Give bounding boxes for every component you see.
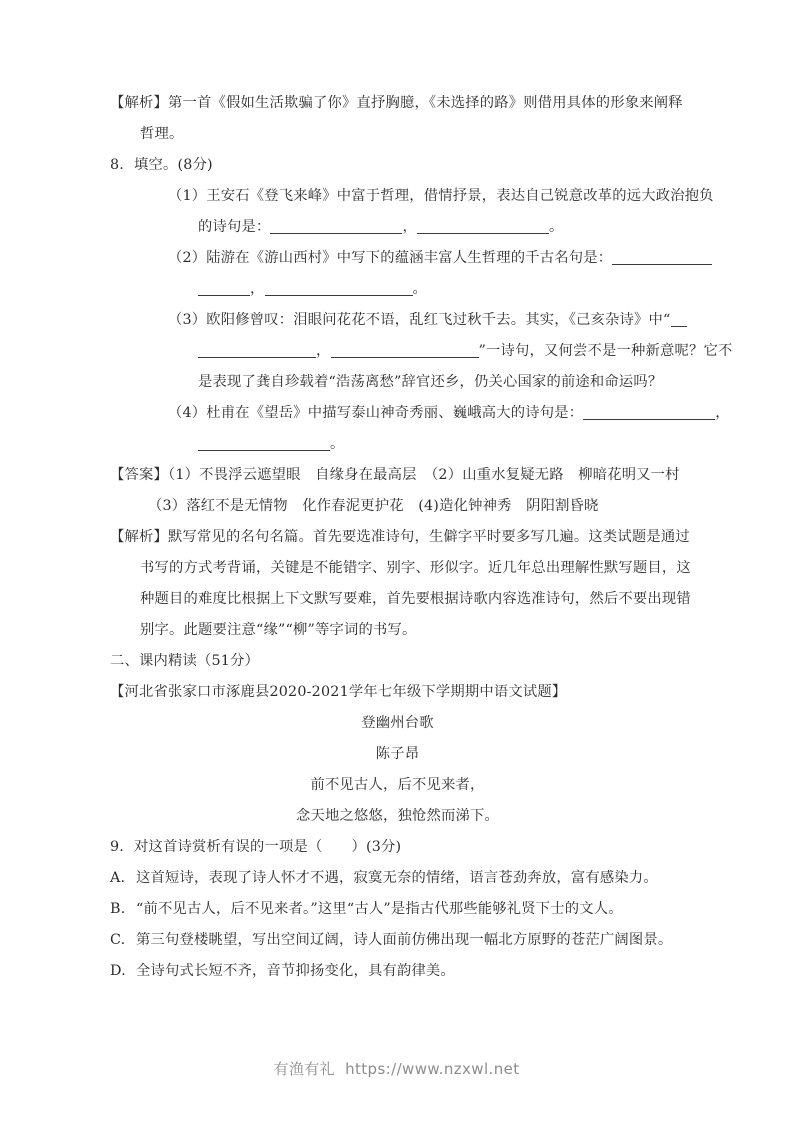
- answer-line-1: [110, 460, 685, 491]
- question-8-number: 8.: [110, 157, 125, 173]
- option-c-text: 第三句登楼眺望，写出空间辽阔，诗人面前仿佛出现一幅北方原野的苍茫广阔图景。: [136, 932, 673, 948]
- item-1-text: 王安石《登飞来峰》中富于哲理，借情抒景，表达自己锐意改革的远大政治抱负: [206, 188, 714, 204]
- answer-blank-2a-cont[interactable]: [198, 280, 250, 296]
- item-2-text: 陆游在《游山西村》中写下的蕴涵丰富人生哲理的千古名句是：: [206, 250, 613, 266]
- question-8-item-2-line-2: [110, 274, 685, 305]
- question-8-item-3-line-3: 是表现了龚自珍载着“浩荡离愁”辞官还乡，仍关心国家的前途和命运吗？: [198, 374, 663, 390]
- question-8-item-4-line-1: [110, 398, 730, 429]
- item-3-marker: （3）: [168, 312, 207, 328]
- item-2-end: 。: [412, 281, 427, 297]
- answer-blank-2b[interactable]: [265, 280, 413, 296]
- analysis-paragraph-2: [110, 522, 691, 646]
- question-9-stem-text: 对这首诗赏析有误的一项是（ ）(3分): [134, 839, 402, 855]
- answer-blank-3b[interactable]: [331, 342, 479, 358]
- answer-label: 【答案】: [110, 467, 168, 483]
- question-9-number: 9.: [110, 839, 125, 855]
- analysis-1-text-1: 第一首《假如生活欺骗了你》直抒胸臆，《未选择的路》则借用具体的形象来阐释: [168, 95, 683, 111]
- answer-paragraph: [110, 460, 685, 522]
- answer-line-2: （3）落红不是无情物 化作春泥更护花 (4)造化钟神秀 阴阳割昏晓: [148, 498, 599, 514]
- item-1-separator: ，: [402, 219, 417, 235]
- item-4-text: 杜甫在《望岳》中描写泰山神奇秀丽、巍峨高大的诗句是：: [206, 405, 584, 421]
- item-4-tail: ，: [715, 405, 730, 421]
- answer-blank-3a-start[interactable]: [671, 311, 687, 327]
- answer-blank-4a[interactable]: [583, 404, 715, 420]
- section-2-source: 【河北省张家口市涿鹿县2020-2021学年七年级下学期期中语文试题】: [110, 684, 567, 700]
- watermark-brand: 有渔有礼: [273, 1060, 336, 1078]
- poem-line-2: 念天地之悠悠，独怆然而涕下。: [296, 808, 499, 824]
- option-b-text: “前不见古人，后不见来者。”这里“古人”是指古代那些能够礼贤下士的文人。: [136, 901, 623, 917]
- item-4-end: 。: [330, 436, 345, 452]
- question-9-option-d[interactable]: [110, 956, 685, 987]
- option-d-letter: D.: [110, 963, 126, 979]
- item-1-end: 。: [548, 219, 564, 235]
- question-8-item-3-line-2: [110, 336, 733, 367]
- option-d-text: 全诗句式长短不齐，音节抑扬变化，具有韵律美。: [136, 963, 455, 979]
- question-8-item-4-line-2: [110, 429, 685, 460]
- poem-block: [110, 708, 685, 832]
- question-8-item-1-line-2: [110, 212, 685, 243]
- question-9-stem: [110, 832, 685, 863]
- answer-blank-2a-start[interactable]: [612, 249, 712, 265]
- section-2-heading: 二、课内精读（51分）: [110, 653, 260, 669]
- analysis-1-line-1: [110, 88, 685, 119]
- poem-line-1: 前不见古人，后不见来者，: [310, 777, 485, 793]
- analysis-paragraph-1: [110, 88, 685, 150]
- answer-blank-1b[interactable]: [417, 218, 549, 234]
- option-a-letter: A.: [110, 870, 126, 886]
- question-9-option-b[interactable]: [110, 894, 685, 925]
- poem-title: 登幽州台歌: [361, 715, 434, 731]
- answer-blank-4b[interactable]: [198, 435, 330, 451]
- item-2-separator: ，: [250, 281, 265, 297]
- option-c-letter: C.: [110, 932, 126, 948]
- item-2-marker: （2）: [168, 250, 207, 266]
- answer-blank-3a-cont[interactable]: [198, 342, 316, 358]
- question-8-title: 填空。(8分): [134, 157, 213, 173]
- analysis-2-text-1: 默写常见的名句名篇。首先要选准诗句，生僻字平时要多写几遍。这类试题是通过: [168, 529, 690, 545]
- item-3-text: 欧阳修曾叹：泪眼问花花不语，乱红飞过秋千去。其实，《己亥杂诗》中“: [206, 312, 671, 328]
- analysis-2-line-4: 别字。此题要注意“缘”“柳”等字词的书写。: [140, 622, 417, 638]
- question-8-heading: [110, 150, 685, 181]
- question-9-option-c[interactable]: [110, 925, 685, 956]
- question-8: [110, 150, 733, 460]
- answer-text-1: （1）不畏浮云遮望眼 自缘身在最高层 （2）山重水复疑无路 柳暗花明又一村: [168, 467, 680, 483]
- footer-watermark: [0, 1058, 793, 1079]
- analysis-1-line-2: 哲理。: [140, 126, 184, 142]
- item-1-prefix: 的诗句是：: [198, 219, 271, 235]
- analysis-2-line-2: 书写的方式考背诵，关键是不能错字、别字、形似字。近几年总出理解性默写题目，这: [140, 560, 691, 576]
- item-1-marker: （1）: [168, 188, 207, 204]
- option-a-text: 这首短诗，表现了诗人怀才不遇，寂寞无奈的情绪，语言苍劲奔放，富有感染力。: [136, 870, 658, 886]
- analysis-2-label: 【解析】: [110, 529, 168, 545]
- question-8-item-1-line-1: [110, 181, 714, 212]
- question-9-option-a[interactable]: [110, 863, 685, 894]
- question-8-item-2-line-1: [110, 243, 685, 274]
- poem-author: 陈子昂: [375, 746, 420, 762]
- item-3-tail: ”一诗句，又何尝不是一种新意呢？它不: [478, 343, 733, 359]
- answer-blank-1a[interactable]: [270, 218, 402, 234]
- analysis-2-line-1: [110, 522, 690, 553]
- question-8-item-3-line-1: [110, 305, 685, 336]
- watermark-url: https://www.nzxwl.net: [345, 1060, 520, 1078]
- option-b-letter: B.: [110, 901, 126, 917]
- question-9: [110, 832, 685, 987]
- item-4-marker: （4）: [168, 405, 207, 421]
- analysis-1-label: 【解析】: [110, 95, 168, 111]
- analysis-2-line-3: 种题目的难度比根据上下文默写要难，首先要根据诗歌内容选准诗句，然后不要出现错: [140, 591, 691, 607]
- document-body: [110, 88, 733, 987]
- item-3-separator: ，: [316, 343, 331, 359]
- section-2: [110, 646, 685, 708]
